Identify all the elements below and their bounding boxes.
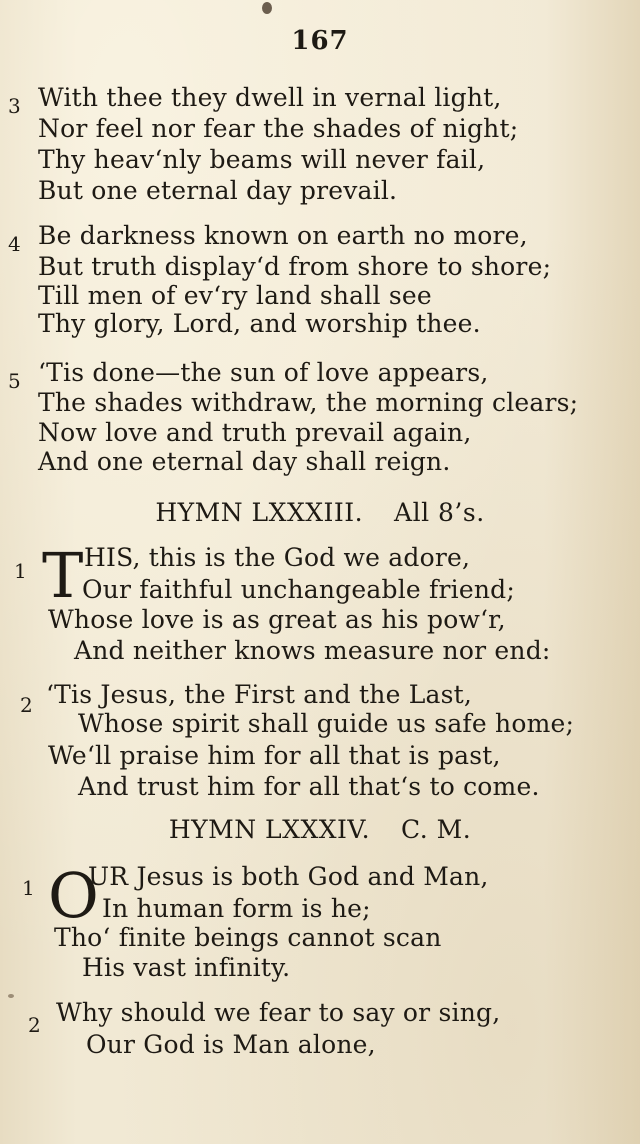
drop-cap: O [48,859,99,932]
verse-line: Tho‘ finite beings cannot scan [54,923,442,952]
verse-number: 3 [8,94,21,118]
hymn-meter: All 8’s. [394,498,485,527]
verse-number: 1 [22,876,35,900]
hymn-title: HYMN LXXXIII. [155,498,364,527]
verse-line: Why should we fear to say or sing, [56,998,501,1027]
verse-line: With thee they dwell in vernal light, [38,83,502,112]
hymn-heading [0,498,640,528]
verse-number: 2 [28,1013,41,1037]
verse-line: We‘ll praise him for all that is past, [48,741,501,770]
verse-line: But one eternal day prevail. [38,176,398,205]
page-number: 167 [291,26,349,56]
verse-line: Be darkness known on earth no more, [38,221,528,250]
verse-line: The shades withdraw, the morning clears; [38,388,579,417]
verse-number: 4 [8,232,21,256]
verse-line: ‘Tis Jesus, the First and the Last, [46,680,473,709]
verse-number: 1 [14,559,27,583]
verse-line: His vast infinity. [82,953,291,982]
verse-line: But truth display‘d from shore to shore; [38,252,552,281]
verse-line: Whose love is as great as his pow‘r, [48,605,506,634]
verse-line: Thy heav‘nly beams will never fail, [38,145,486,174]
verse-line: And neither knows measure nor end: [74,636,551,665]
hymn-meter: C. M. [400,815,472,844]
verse-line: HIS, this is the God we adore, [84,543,471,572]
verse-line: Our God is Man alone, [86,1030,376,1059]
hymn-heading [0,815,640,845]
verse-number: 2 [20,693,33,717]
verse-line: ‘Tis done—the sun of love appears, [38,358,489,387]
hymn-title: HYMN LXXXIV. [168,815,371,844]
verse-line: And one eternal day shall reign. [38,447,451,476]
verse-number: 5 [8,369,21,393]
ink-blot [262,2,272,14]
verse-line: Thy glory, Lord, and worship thee. [38,309,481,338]
verse-line: Till men of ev‘ry land shall see [38,281,432,310]
verse-line: Whose spirit shall guide us safe home; [78,709,575,738]
verse-line: Now love and truth prevail again, [38,418,472,447]
verse-line: And trust him for all that‘s to come. [78,772,540,801]
verse-line: Nor feel nor fear the shades of night; [38,114,519,143]
verse-line: Our faithful unchangeable friend; [82,575,515,604]
drop-cap: T [42,539,84,612]
verse-line: In human form is he; [102,894,371,923]
ink-speck [8,994,14,998]
verse-line: UR Jesus is both God and Man, [88,862,489,891]
